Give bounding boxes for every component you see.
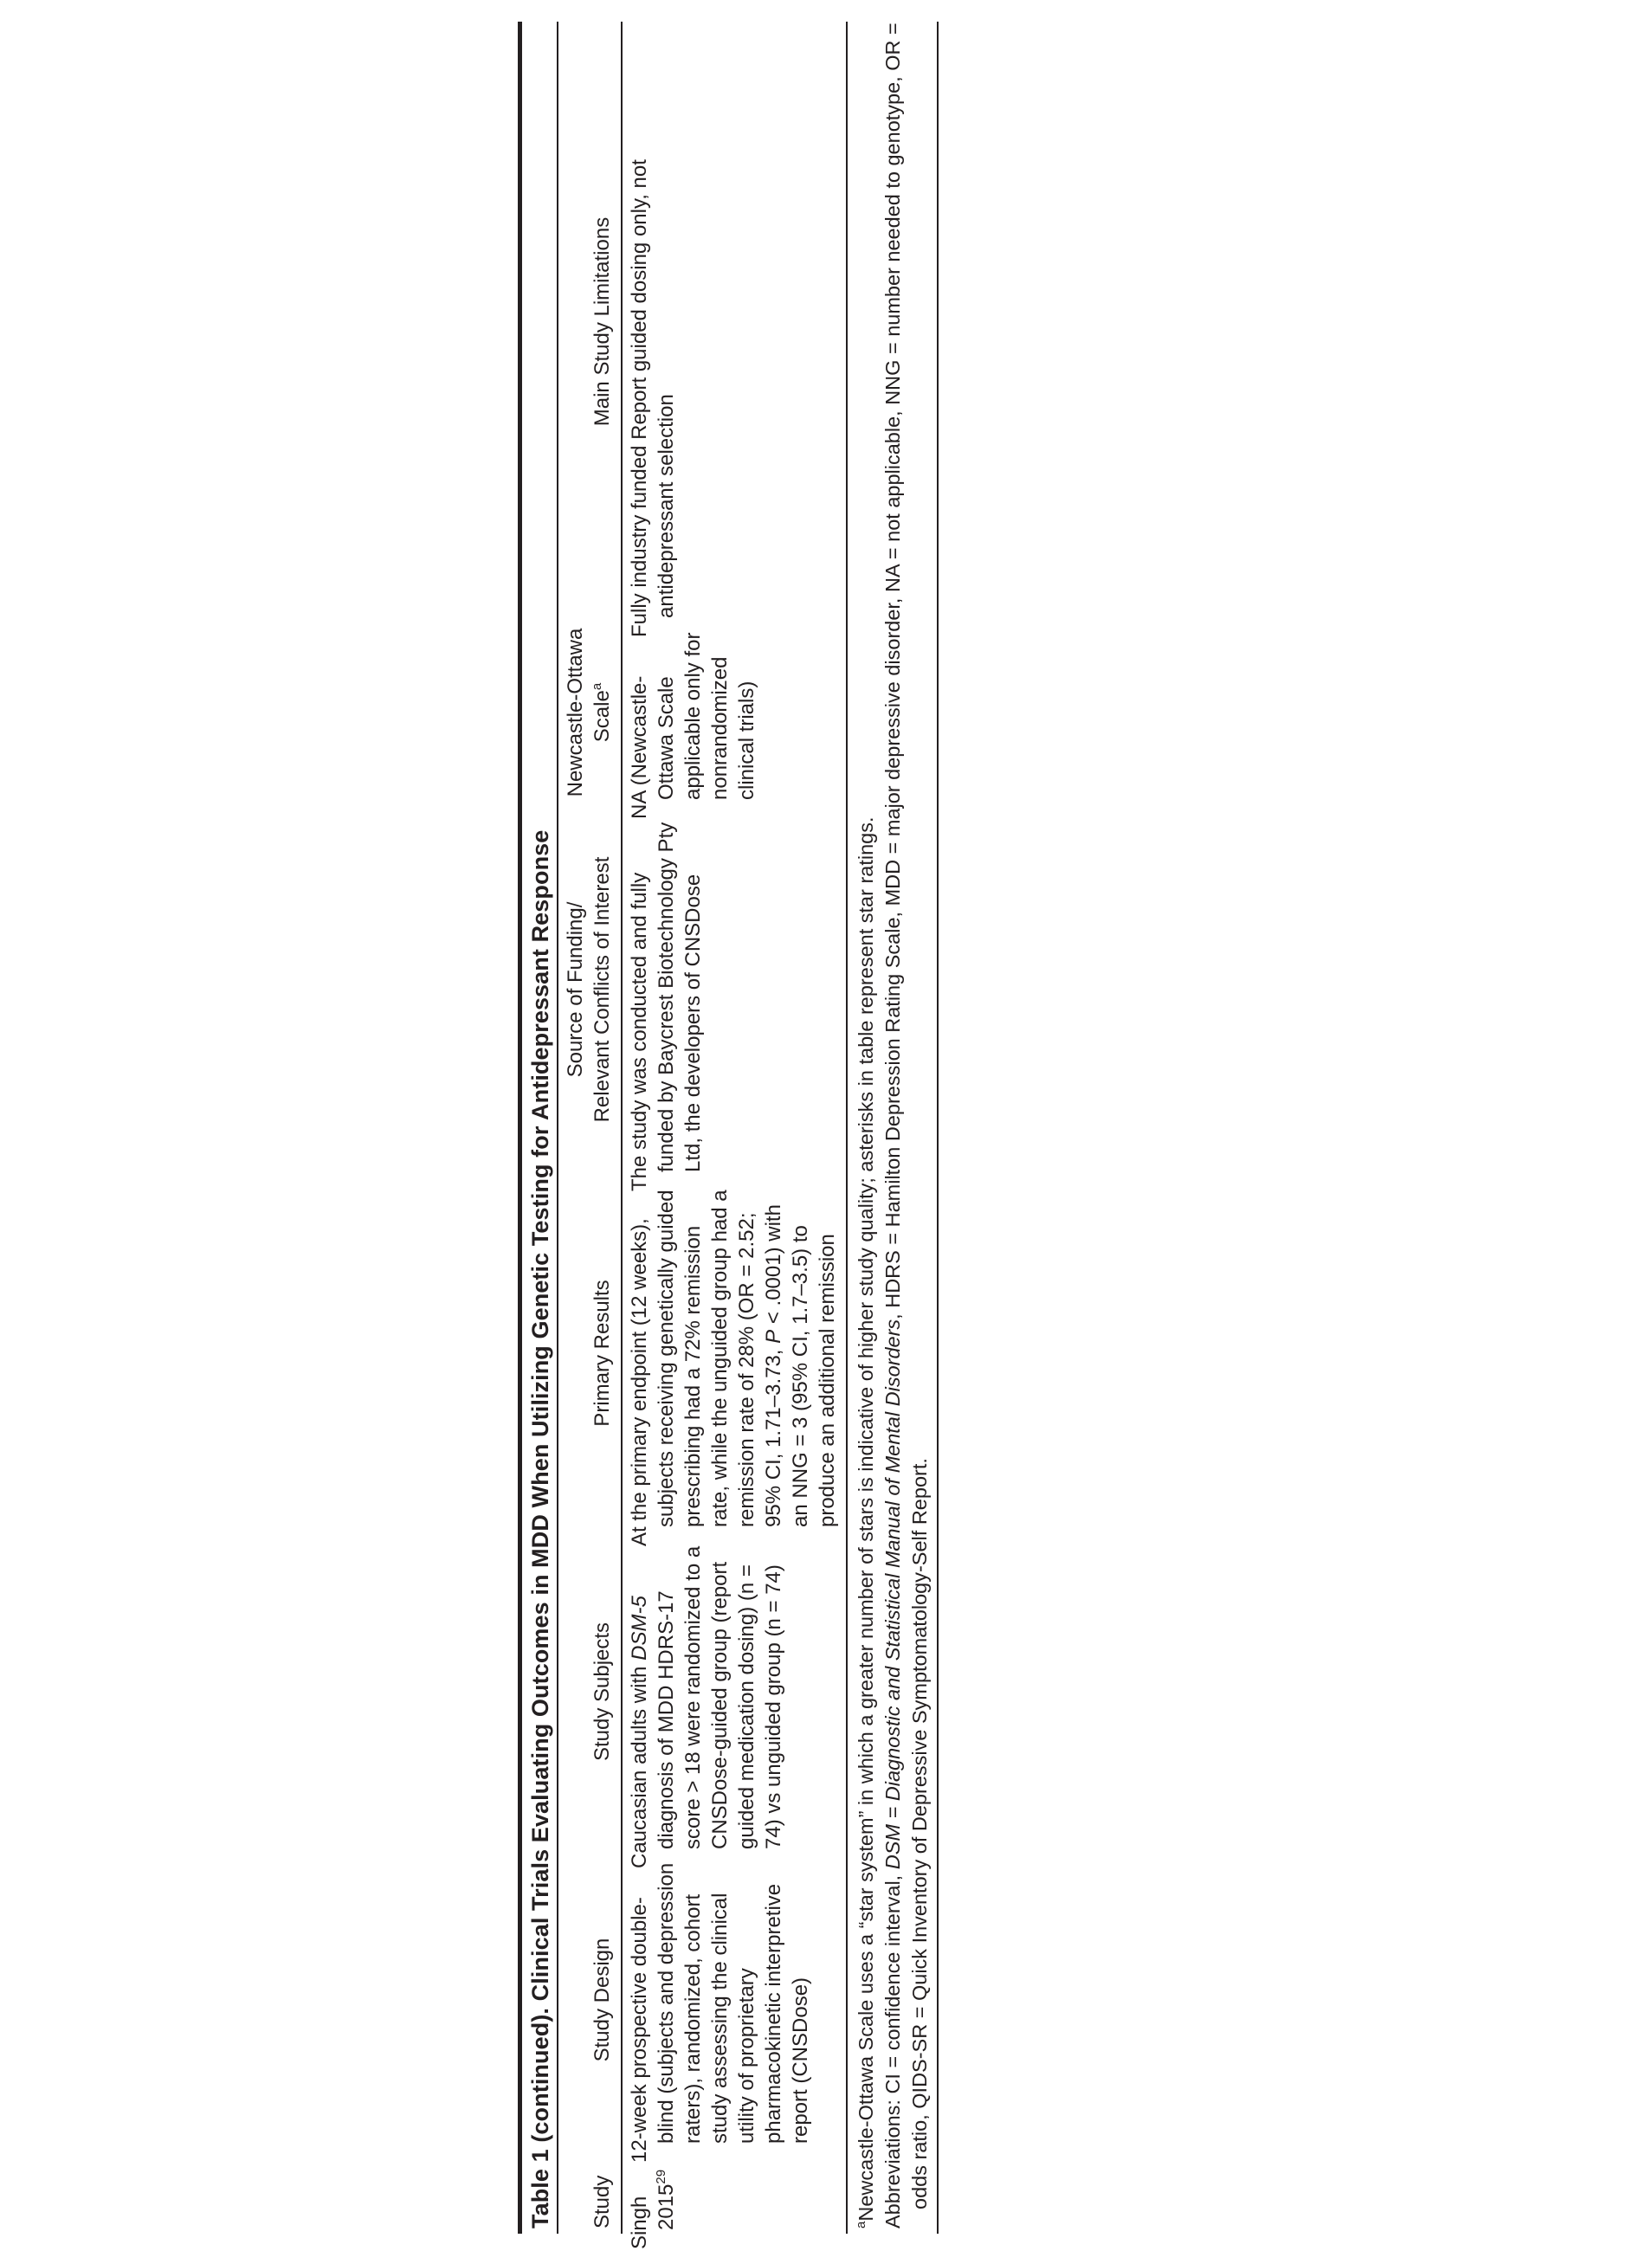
header-row <box>558 22 622 2234</box>
subjects-dsm-italic: DSM-5 <box>628 1596 651 1661</box>
header-study-subjects: Study Subjects <box>558 1531 622 1853</box>
abbr-dsm-italic: DSM = Diagnostic and Statistical Manual of Mental Disorders <box>881 1319 904 1870</box>
clinical-trials-table <box>558 22 848 2249</box>
cell-primary-results <box>622 1176 847 1546</box>
study-reference: 29 <box>654 2169 668 2184</box>
footnote-a-marker: a <box>854 2221 869 2228</box>
header-nos-line1: Newcastle-Ottawa <box>564 628 587 797</box>
table-title: Table 1 (continued). Clinical Trials Evaluating Outcomes in MDD When Utilizing Genetic Testing for Antidepressant Response <box>518 22 558 2234</box>
cell-newcastle-ottawa: NA (Newcastle-Ottawa Scale applicable only for nonrandomized clinical trials) <box>622 622 847 803</box>
cell-funding: The study was conducted and fully funded by Baycrest Biotechnology Pty Ltd, the developers of CNSDose <box>622 803 847 1176</box>
header-funding-line1: Source of Funding/ <box>564 901 587 1078</box>
abbr-text-2: , HDRS = Hamilton Depression Rating Scale, MDD = major depressive disorder, NA = not applicable, NNG = number needed to genotype, OR = odds ratio, QIDS-SR = Quick Inventory of Depressive Symptomatology-Self Report. <box>881 23 931 2209</box>
cell-study-subjects <box>622 1531 847 1868</box>
subjects-text-1: Caucasian adults with <box>628 1660 651 1868</box>
header-funding <box>558 803 622 1176</box>
header-study-design: Study Design <box>558 1853 622 2147</box>
header-funding-line2: Relevant Conflicts of Interest <box>590 856 614 1123</box>
footnote-a-text: Newcastle-Ottawa Scale uses a “star system” in which a greater number of stars is indicative of higher study quality; asterisks in table represent star ratings. <box>855 816 877 2222</box>
header-nos-footnote-marker: a <box>590 682 604 691</box>
footnote-abbreviations <box>880 22 933 2228</box>
header-limitations: Main Study Limitations <box>558 22 622 622</box>
results-text-2: < .0001) with an NNG = 3 (95% CI, 1.7–3.5) to produce an additional remission <box>762 1204 839 1527</box>
cell-study <box>622 2147 847 2249</box>
results-text-1: At the primary endpoint (12 weeks), subjects receiving genetically guided prescribing had a 72% remission rate, while the unguided group had a remission rate of 28% (OR = 2.52; 95% CI, 1.71–3.73, <box>628 1190 785 1546</box>
table-row <box>622 22 847 2234</box>
header-study: Study <box>558 2147 622 2234</box>
cell-study-design: 12-week prospective double-blind (subjects and depression raters), randomized, cohort study assessing the clinical utility of proprietary pharmacokinetic interpretive report (CNSDose) <box>622 1853 847 2147</box>
subjects-text-2: diagnosis of MDD HDRS-17 score > 18 were randomized to a CNSDose-guided group (report guided medication dosing) (n = 74) vs unguided group (n = 74) <box>655 1545 785 1849</box>
abbr-text-1: Abbreviations: CI = confidence interval, <box>881 1869 904 2228</box>
results-p-italic: P <box>762 1329 785 1344</box>
header-nos-line2: Scale <box>590 690 614 743</box>
study-name: Singh 2015 <box>628 2183 678 2249</box>
header-newcastle-ottawa <box>558 622 622 803</box>
footnote-a <box>853 22 880 2228</box>
header-primary-results: Primary Results <box>558 1176 622 1531</box>
footnotes <box>848 22 939 2234</box>
cell-limitations: Fully industry funded Report guided dosing only, not antidepressant selection <box>622 22 847 622</box>
table-block <box>518 22 939 2249</box>
